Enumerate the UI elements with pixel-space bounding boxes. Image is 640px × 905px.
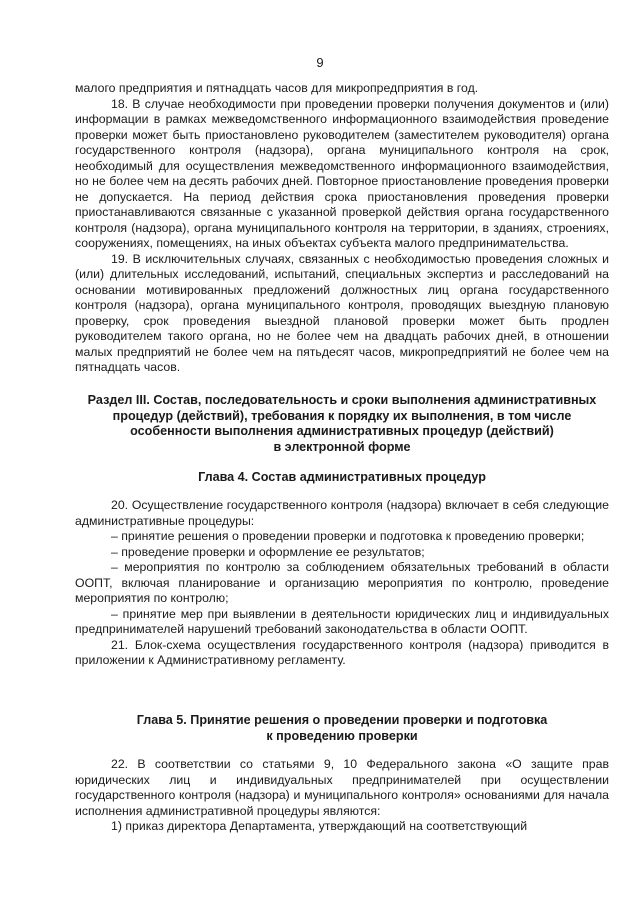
paragraph-22: 22. В соответствии со статьями 9, 10 Федерального закона «О защите прав юридических лиц и индивидуальных предпринимателей при осуществлении государственного контроля (надзора) и муниципального контроля» основаниями для начала исполнения административной процедуры являются: xyxy=(75,757,609,818)
list-item-procedure-4: – принятие мер при выявлении в деятельности юридических лиц и индивидуальных предпринимателей нарушений требований законодательства в области ООПТ. xyxy=(75,606,609,636)
chapter-5-heading-line: к проведению проверки xyxy=(266,728,418,743)
chapter-4-heading-block xyxy=(75,470,609,486)
paragraph-21: 21. Блок-схема осуществления государственного контроля (надзора) приводится в приложении к Административному регламенту. xyxy=(75,637,609,667)
section-3-heading xyxy=(75,393,609,455)
section-heading-line: Раздел III. Состав, последовательность и сроки выполнения административных xyxy=(87,393,597,407)
section-heading-line: процедур (действий), требования к порядку их выполнения, в том числе xyxy=(112,408,572,423)
list-item-procedure-1: – принятие решения о проведении проверки и подготовка к проведению проверки; xyxy=(111,529,585,543)
paragraph-continuation: малого предприятия и пятнадцать часов для микропредприятия в год. xyxy=(75,81,479,95)
paragraph-20: 20. Осуществление государственного контроля (надзора) включает в себя следующие административные процедуры: xyxy=(75,498,609,528)
chapter-5-heading-line: Глава 5. Принятие решения о проведении проверки и подготовка xyxy=(136,713,548,727)
list-item-procedure-2: – проведение проверки и оформление ее результатов; xyxy=(111,544,425,559)
section-heading-line: в электронной форме xyxy=(273,439,411,454)
chapter-4-heading: Глава 4. Состав административных процедур xyxy=(198,470,486,484)
list-item-procedure-3: – мероприятия по контролю за соблюдением обязательных требований в области ООПТ, включая планирование и организацию мероприятия по контролю, проведение мероприятия по контролю; xyxy=(75,560,609,605)
chapter-5-heading-block xyxy=(75,713,609,744)
body-text-block-1 xyxy=(75,81,609,376)
section-heading-line: особенности выполнения административных процедур (действий) xyxy=(130,424,554,438)
paragraph-19: 19. В исключительных случаях, связанных с необходимостью проведения сложных и (или) длительных исследований, испытаний, специальных экспертиз и расследований на основании мотивированных предложений должностных лиц органа государственного контроля (надзора), органа муниципального контроля, проводящих выездную плановую проверку, срок проведения выездной плановой проверки может быть продлен руководителем такого органа, но не более чем на двадцать рабочих дней, в отношении малых предприятий не более чем на пятьдесят часов, микропредприятий не более чем на пятнадцать часов. xyxy=(75,251,609,374)
page-number: 9 xyxy=(316,55,324,70)
paragraph-18: 18. В случае необходимости при проведении проверки получения документов и (или) информации в рамках межведомственного информационного взаимодействия проведение проверки может быть приостановлено руководителем (заместителем руководителя) органа государственного контроля (надзора), органа муниципального контроля на срок, необходимый для осуществления межведомственного информационного взаимодействия, но не более чем на десять рабочих дней. Повторное приостановление проведения проверки не допускается. На период действия срока приостановления проведения проверки приостанавливаются связанные с указанной проверкой действия органа государственного контроля (надзора), органа муниципального контроля на территории, в зданиях, строениях, сооружениях, помещениях, на иных объектах субъекта малого предпринимательства. xyxy=(75,96,609,250)
body-text-block-3 xyxy=(75,757,609,835)
list-item-basis-1: 1) приказ директора Департамента, утверждающий на соответствующий xyxy=(111,819,528,833)
body-text-block-2 xyxy=(75,498,609,669)
